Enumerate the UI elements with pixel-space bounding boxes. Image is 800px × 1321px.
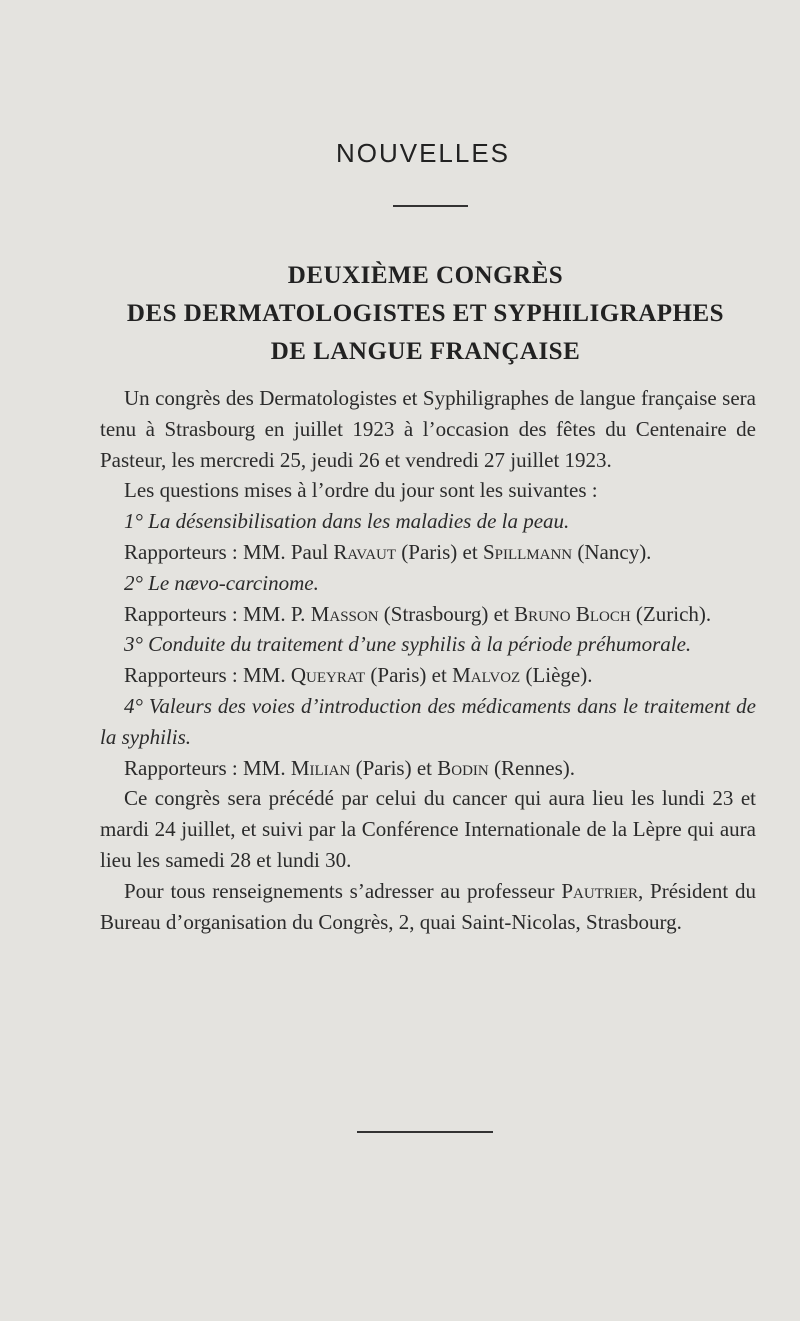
rapporteurs-1 [100, 537, 756, 568]
rapporteurs-3-prefix: Rapporteurs : MM. [124, 663, 291, 688]
intro-paragraph: Un congrès des Dermatologistes et Syphiligraphes de langue française sera tenu à Strasbourg en juillet 1923 à l’occasion des fêtes du Centenaire de Pasteur, les mercredi 25, jeudi 26 et vendredi 27 juillet 1923. [100, 386, 756, 472]
rapporteurs-2-mid: (Strasbourg) et [378, 601, 515, 626]
rapporteurs-3 [100, 660, 756, 691]
rapporteurs-3-suffix: (Liège). [520, 663, 593, 688]
question-2-text: 2° Le nævo-carcinome. [124, 570, 319, 595]
questions-intro: Les questions mises à l’ordre du jour sont les suivantes : [124, 478, 598, 503]
rapporteurs-1-mid: (Paris) et [396, 539, 483, 564]
rapporteurs-4 [100, 753, 756, 784]
section-title: NOUVELLES [335, 138, 511, 168]
question-3 [100, 629, 756, 660]
rapporteur-name: Malvoz [452, 663, 521, 688]
title-rule [393, 205, 468, 207]
rapporteurs-1-suffix: (Nancy). [572, 539, 652, 564]
question-4-text: 4° Valeurs des voies d’introduction des médicaments dans le traitement de la syphilis. [100, 693, 756, 749]
rapporteurs-3-mid: (Paris) et [365, 663, 453, 688]
rapporteur-name: Bruno Bloch [514, 601, 631, 626]
cancer-paragraph: Ce congrès sera précédé par celui du cancer qui aura lieu les lundi 23 et mardi 24 juillet, et suivi par la Conférence Internationale de la Lèpre qui aura lieu les samedi 28 et lundi 30. [100, 786, 756, 872]
end-rule [357, 1131, 493, 1133]
rapporteur-name: Queyrat [290, 663, 366, 688]
contact-paragraph [100, 876, 756, 938]
contact-name: Pautrier [561, 878, 638, 903]
rapporteurs-1-prefix: Rapporteurs : MM. Paul [124, 539, 334, 564]
rapporteur-name: Masson [310, 601, 379, 626]
question-4 [100, 691, 756, 753]
rapporteur-name: Bodin [437, 755, 489, 780]
contact-prefix: Pour tous renseignements s’adresser au professeur [124, 878, 562, 903]
rapporteur-name: Milian [290, 755, 351, 780]
question-1 [100, 506, 756, 537]
rapporteurs-4-prefix: Rapporteurs : MM. [124, 755, 291, 780]
rapporteurs-2-suffix: (Zurich). [630, 601, 712, 626]
article-body [100, 383, 756, 937]
question-2 [100, 568, 756, 599]
rapporteurs-2-prefix: Rapporteurs : MM. P. [124, 601, 311, 626]
question-3-text: 3° Conduite du traitement d’une syphilis à la période préhumorale. [124, 632, 692, 657]
article-heading-line-3: DE LANGUE FRANÇAISE [270, 338, 581, 365]
contact-suffix: , Président du Bureau d’organisation du Congrès, 2, quai Saint-Nicolas, Strasbourg. [100, 878, 756, 934]
rapporteurs-2 [100, 599, 756, 630]
article-heading-line-2: DES DERMATOLOGISTES ET SYPHILIGRAPHES [126, 300, 725, 327]
article-heading-line-1: DEUXIÈME CONGRÈS [287, 262, 564, 289]
rapporteurs-4-mid: (Paris) et [350, 755, 438, 780]
rapporteurs-4-suffix: (Rennes). [488, 755, 576, 780]
question-1-text: 1° La désensibilisation dans les maladies de la peau. [124, 509, 570, 534]
rapporteur-name: Spillmann [482, 539, 573, 564]
rapporteur-name: Ravaut [333, 539, 397, 564]
